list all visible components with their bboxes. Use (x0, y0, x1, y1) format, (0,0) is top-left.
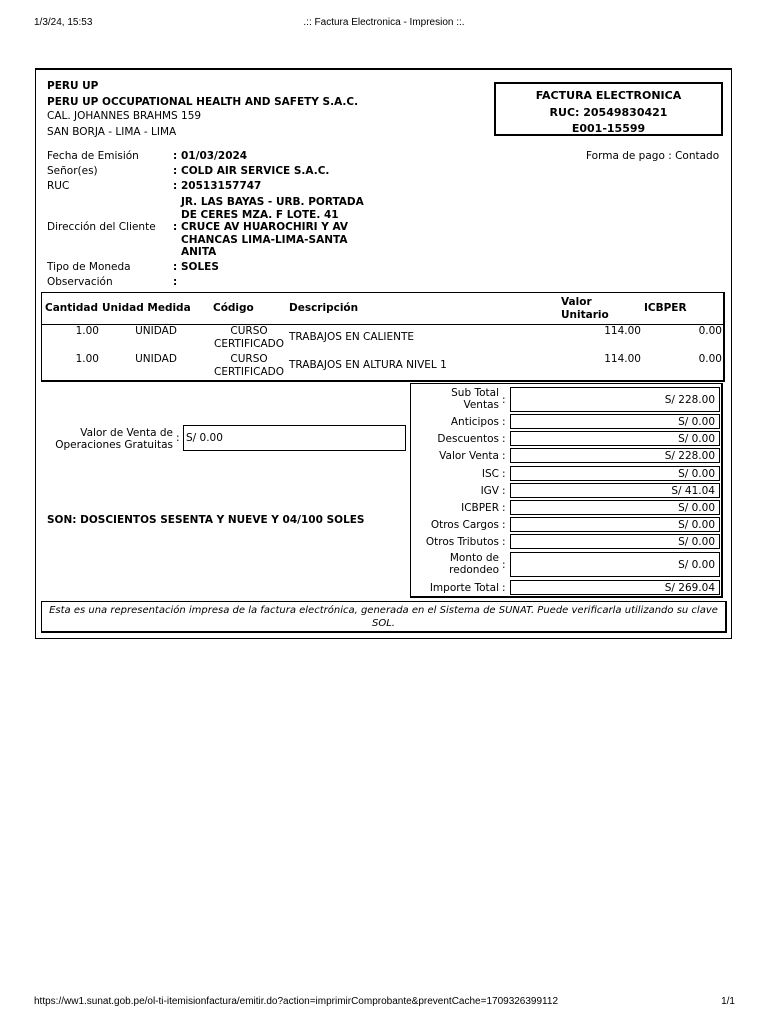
redondeo-colon: : (502, 559, 506, 571)
row1-valor: 114.00 (604, 325, 641, 337)
dir-line: ANITA (181, 246, 217, 258)
moneda-label: Tipo de Moneda (47, 261, 131, 273)
row1-icbper: 0.00 (698, 325, 722, 337)
dir-colon: : (173, 221, 178, 233)
redondeo-label-line1: Monto de (449, 552, 499, 564)
col-header-cantidad: Cantidad (45, 302, 99, 314)
col-header-descripcion: Descripción (289, 302, 359, 314)
redondeo-label (413, 552, 499, 576)
gratuitas-label (40, 427, 173, 451)
col-header-valor-line2: Unitario (561, 309, 609, 321)
subtotal-label (413, 387, 499, 411)
print-page-count: 1/1 (721, 996, 735, 1007)
dir-line: CHANCAS LIMA-LIMA-SANTA (181, 233, 348, 246)
totals-row-colon: : (502, 468, 506, 480)
ruc-colon: : (173, 180, 178, 192)
col-header-icbper: ICBPER (644, 302, 687, 314)
issuer-address1: CAL. JOHANNES BRAHMS 159 (47, 110, 202, 122)
row1-codigo (209, 325, 289, 351)
totals-row-label: Otros Tributos (425, 536, 499, 548)
redondeo-label-line2: redondeo (449, 564, 499, 576)
totals-row-value: S/ 0.00 (510, 466, 720, 481)
issuer-name: PERU UP OCCUPATIONAL HEALTH AND SAFETY S.A.C. (47, 96, 359, 108)
row1-codigo-line2: CERTIFICADO (213, 338, 284, 350)
col-header-valor (561, 296, 609, 322)
row2-codigo-line1: CURSO (230, 353, 268, 365)
dir-line: JR. LAS BAYAS - URB. PORTADA (181, 196, 364, 208)
row2-descripcion: TRABAJOS EN ALTURA NIVEL 1 (289, 359, 447, 371)
totals-row-colon: : (502, 433, 506, 445)
senor-colon: : (173, 165, 178, 177)
gratuitas-value: S/ 0.00 (183, 425, 406, 451)
totals-row-value: S/ 0.00 (510, 517, 720, 532)
totals-row-label: ICBPER (461, 502, 499, 514)
redondeo-value: S/ 0.00 (510, 552, 720, 577)
row1-descripcion: TRABAJOS EN CALIENTE (289, 331, 415, 343)
dir-line: CRUCE AV HUAROCHIRI Y AV (181, 221, 349, 233)
subtotal-colon: : (502, 394, 506, 406)
totals-row-value: S/ 228.00 (510, 448, 720, 463)
issuer-brand: PERU UP (47, 80, 99, 92)
totals-row-label: IGV (480, 485, 499, 497)
obs-label: Observación (47, 276, 113, 288)
footer-note: Esta es una representación impresa de la factura electrónica, generada en el Sistema de SUNAT. Puede verificarla utilizando su clave SOL. (49, 605, 718, 629)
doc-type: FACTURA ELECTRONICA (535, 89, 682, 102)
row1-cantidad: 1.00 (75, 325, 99, 337)
subtotal-label-line1: Sub Total (451, 387, 499, 399)
row2-codigo-line2: CERTIFICADO (213, 366, 284, 378)
senor-label: Señor(es) (47, 165, 98, 177)
totals-row-label: Otros Cargos (430, 519, 499, 531)
forma-pago: Forma de pago : Contado (586, 150, 720, 162)
dir-value (181, 196, 364, 259)
totals-row-value: S/ 0.00 (510, 414, 720, 429)
col-header-unidad: Unidad Medida (102, 302, 191, 314)
importe-value: S/ 269.04 (510, 580, 720, 595)
totals-row-colon: : (502, 416, 506, 428)
totals-row-value: S/ 0.00 (510, 431, 720, 446)
doc-ruc: RUC: 20549830421 (549, 106, 668, 119)
totals-row-colon: : (502, 502, 506, 514)
totals-row-label: Valor Venta (439, 450, 499, 462)
col-header-valor-line1: Valor (561, 296, 592, 308)
ruc-value: 20513157747 (181, 180, 262, 192)
moneda-colon: : (173, 261, 178, 273)
print-url: https://ww1.sunat.gob.pe/ol-ti-itemisionfactura/emitir.do?action=imprimirComprobante&preventCache=1709326399112 (34, 996, 558, 1007)
row2-unidad: UNIDAD (135, 353, 177, 365)
row2-valor: 114.00 (604, 353, 641, 365)
totals-row-colon: : (502, 536, 506, 548)
row2-codigo (209, 353, 289, 379)
totals-row-value: S/ 0.00 (510, 534, 720, 549)
fecha-label: Fecha de Emisión (47, 150, 139, 162)
importe-colon: : (502, 582, 506, 594)
col-header-codigo: Código (213, 302, 254, 314)
totals-row-label: Descuentos (437, 433, 499, 445)
footer-note-box (41, 601, 727, 633)
gratuitas-colon: : (176, 432, 180, 444)
moneda-value: SOLES (181, 261, 219, 273)
totals-row-value: S/ 0.00 (510, 500, 720, 515)
row2-cantidad: 1.00 (75, 353, 99, 365)
issuer-address2: SAN BORJA - LIMA - LIMA (47, 126, 177, 138)
totals-row-label: Anticipos (450, 416, 499, 428)
dir-line: DE CERES MZA. F LOTE. 41 (181, 208, 339, 221)
totals-row-colon: : (502, 450, 506, 462)
gratuitas-label-line2: Operaciones Gratuitas (55, 439, 173, 451)
dir-label: Dirección del Cliente (47, 221, 156, 233)
row2-icbper: 0.00 (698, 353, 722, 365)
print-datetime: 1/3/24, 15:53 (34, 17, 93, 28)
row1-codigo-line1: CURSO (230, 325, 268, 337)
totals-row-label: ISC (481, 468, 499, 480)
son-text: SON: DOSCIENTOS SESENTA Y NUEVE Y 04/100 SOLES (47, 514, 365, 526)
fecha-colon: : (173, 150, 178, 162)
doc-number: E001-15599 (571, 122, 646, 135)
doc-box (494, 82, 723, 136)
subtotal-label-line2: Ventas (463, 399, 499, 411)
gratuitas-label-line1: Valor de Venta de (80, 427, 173, 439)
obs-colon: : (173, 276, 178, 288)
importe-label: Importe Total (429, 582, 499, 594)
subtotal-value: S/ 228.00 (510, 387, 720, 412)
fecha-value: 01/03/2024 (181, 150, 248, 162)
senor-value: COLD AIR SERVICE S.A.C. (181, 165, 330, 177)
totals-row-colon: : (502, 485, 506, 497)
totals-row-value: S/ 41.04 (510, 483, 720, 498)
row1-unidad: UNIDAD (135, 325, 177, 337)
totals-row-colon: : (502, 519, 506, 531)
print-page-title: .:: Factura Electronica - Impresion ::. (303, 17, 465, 28)
ruc-label: RUC (47, 180, 70, 192)
